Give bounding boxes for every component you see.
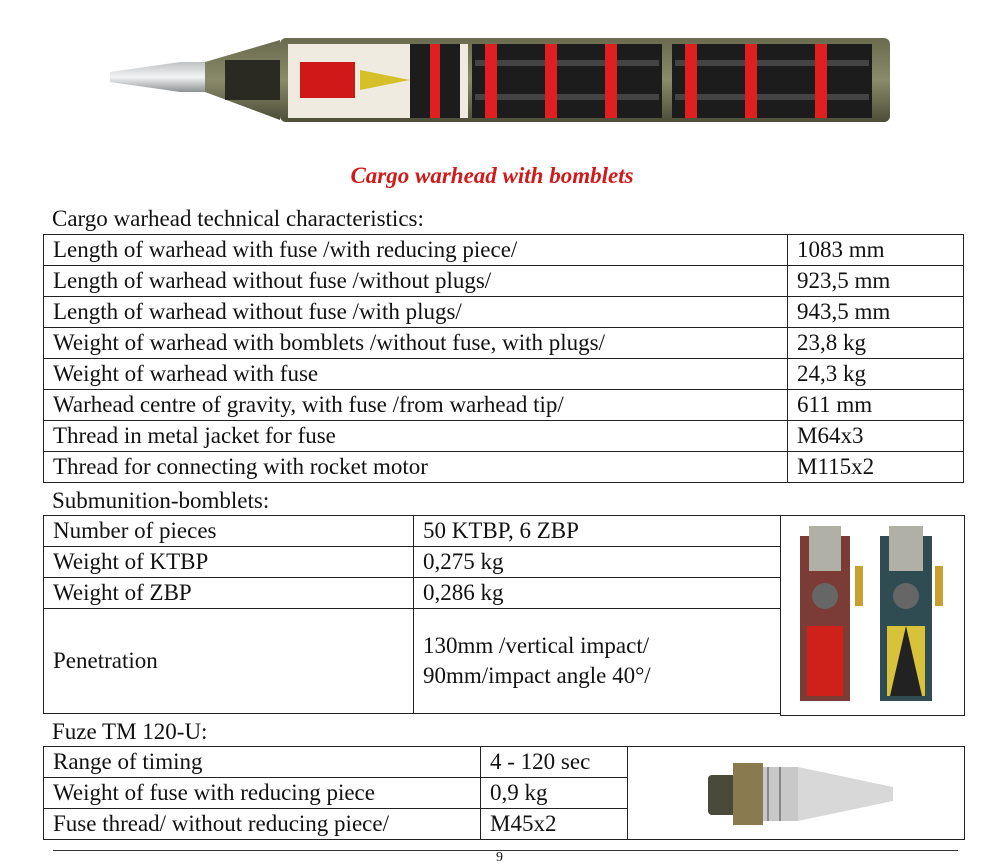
fuze-image-cell bbox=[627, 746, 965, 840]
section-title-bomblets: Submunition-bomblets: bbox=[52, 488, 270, 513]
penetration-angle: 90mm/impact angle 40°/ bbox=[423, 663, 651, 688]
row-value: M64x3 bbox=[788, 421, 964, 452]
table-row bbox=[44, 778, 628, 809]
row-label: Length of warhead without fuse /with plugs/ bbox=[44, 297, 788, 328]
row-value: 1083 mm bbox=[788, 235, 964, 266]
row-label: Penetration bbox=[44, 609, 414, 714]
figure-caption: Cargo warhead with bomblets bbox=[350, 163, 634, 188]
row-label: Length of warhead with fuse /with reducing piece/ bbox=[44, 235, 788, 266]
row-value bbox=[414, 609, 781, 714]
table-row bbox=[44, 359, 964, 390]
row-label: Weight of KTBP bbox=[44, 547, 414, 578]
row-value: 4 - 120 sec bbox=[481, 747, 628, 778]
table-row bbox=[44, 328, 964, 359]
row-value: 24,3 kg bbox=[788, 359, 964, 390]
row-value: M45x2 bbox=[481, 809, 628, 840]
row-value: 943,5 mm bbox=[788, 297, 964, 328]
table-row bbox=[44, 747, 628, 778]
footer-rule bbox=[53, 850, 958, 851]
row-label: Warhead centre of gravity, with fuse /from warhead tip/ bbox=[44, 390, 788, 421]
table-row bbox=[44, 578, 781, 609]
row-value: M115x2 bbox=[788, 452, 964, 483]
fuze-image bbox=[708, 755, 898, 833]
row-value: 0,286 kg bbox=[414, 578, 781, 609]
table-row bbox=[44, 809, 628, 840]
row-value: 0,275 kg bbox=[414, 547, 781, 578]
table-row bbox=[44, 452, 964, 483]
table-row bbox=[44, 235, 964, 266]
page-number: 9 bbox=[496, 852, 503, 864]
row-value: 50 KTBP, 6 ZBP bbox=[414, 516, 781, 547]
bomblets-image bbox=[795, 526, 955, 706]
section-title-warhead: Cargo warhead technical characteristics: bbox=[52, 206, 424, 231]
row-value: 23,8 kg bbox=[788, 328, 964, 359]
row-value: 923,5 mm bbox=[788, 266, 964, 297]
row-value: 611 mm bbox=[788, 390, 964, 421]
table-row bbox=[44, 266, 964, 297]
cargo-warhead-image bbox=[110, 30, 900, 130]
row-label: Weight of ZBP bbox=[44, 578, 414, 609]
row-label: Weight of warhead with bomblets /without fuse, with plugs/ bbox=[44, 328, 788, 359]
table-row bbox=[44, 609, 781, 714]
table-row bbox=[44, 297, 964, 328]
table-row bbox=[44, 547, 781, 578]
table-row bbox=[44, 390, 964, 421]
row-label: Length of warhead without fuse /without plugs/ bbox=[44, 266, 788, 297]
row-label: Weight of fuse with reducing piece bbox=[44, 778, 481, 809]
table-row bbox=[44, 421, 964, 452]
table-row bbox=[44, 516, 781, 547]
bomblets-table bbox=[43, 515, 781, 714]
penetration-vertical: 130mm /vertical impact/ bbox=[423, 633, 650, 658]
row-label: Weight of warhead with fuse bbox=[44, 359, 788, 390]
section-title-fuze: Fuze TM 120-U: bbox=[52, 719, 208, 744]
row-label: Fuse thread/ without reducing piece/ bbox=[44, 809, 481, 840]
warhead-characteristics-table bbox=[43, 234, 964, 483]
row-value: 0,9 kg bbox=[481, 778, 628, 809]
fuze-table bbox=[43, 746, 628, 840]
bomblets-image-cell bbox=[780, 515, 965, 716]
row-label: Thread for connecting with rocket motor bbox=[44, 452, 788, 483]
row-label: Number of pieces bbox=[44, 516, 414, 547]
row-label: Thread in metal jacket for fuse bbox=[44, 421, 788, 452]
row-label: Range of timing bbox=[44, 747, 481, 778]
